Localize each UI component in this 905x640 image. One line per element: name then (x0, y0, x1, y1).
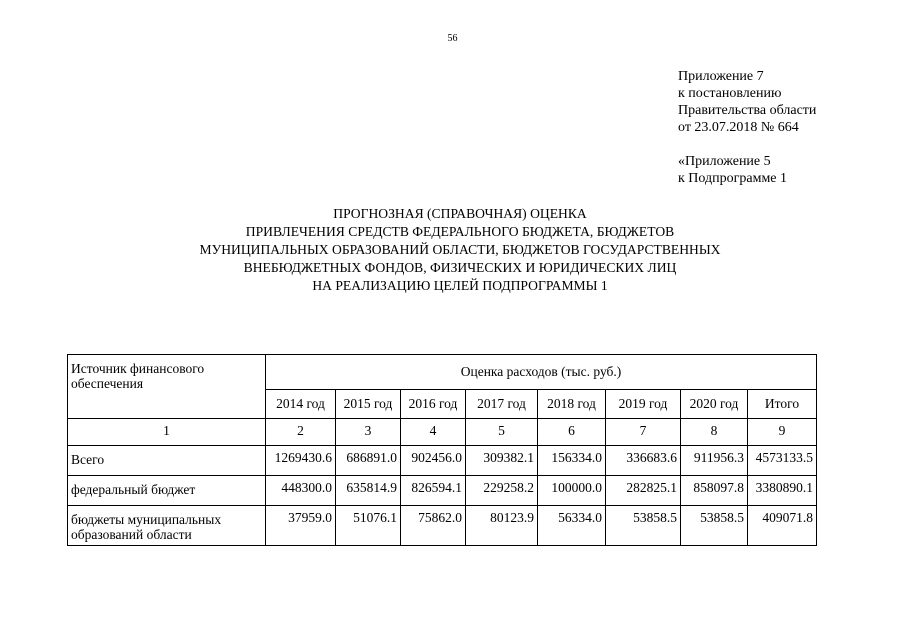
financing-table (67, 354, 817, 546)
column-number-row (68, 419, 817, 446)
group-header: Оценка расходов (тыс. руб.) (266, 355, 817, 390)
appendix-line: к постановлению (678, 86, 782, 101)
column-number: 8 (681, 419, 748, 446)
table-cell: 336683.6 (606, 446, 681, 476)
column-number: 9 (748, 419, 817, 446)
table-cell: 409071.8 (748, 506, 817, 546)
table-cell: 282825.1 (606, 476, 681, 506)
document-title (150, 205, 770, 295)
column-number: 7 (606, 419, 681, 446)
table-cell: 53858.5 (681, 506, 748, 546)
column-header: 2020 год (681, 390, 748, 419)
table-cell: 51076.1 (336, 506, 401, 546)
column-number: 3 (336, 419, 401, 446)
table-row (68, 446, 817, 476)
table-cell: 37959.0 (266, 506, 336, 546)
table-cell: 229258.2 (466, 476, 538, 506)
appendix-line: «Приложение 5 (678, 154, 771, 169)
column-header: 2014 год (266, 390, 336, 419)
appendix-line: Правительства области (678, 103, 817, 118)
appendix-line: от 23.07.2018 № 664 (678, 120, 799, 135)
row-source: Всего (68, 446, 266, 476)
table-cell: 156334.0 (538, 446, 606, 476)
source-header: Источник финансового обеспечения (68, 355, 266, 419)
table-cell: 911956.3 (681, 446, 748, 476)
table-cell: 100000.0 (538, 476, 606, 506)
title-line: ПРОГНОЗНАЯ (СПРАВОЧНАЯ) ОЦЕНКА (333, 206, 587, 221)
table-cell: 53858.5 (606, 506, 681, 546)
page-number: 56 (447, 33, 458, 44)
table-cell: 686891.0 (336, 446, 401, 476)
table-cell: 75862.0 (401, 506, 466, 546)
column-header: 2018 год (538, 390, 606, 419)
column-number: 4 (401, 419, 466, 446)
column-number: 1 (68, 419, 266, 446)
column-header: 2016 год (401, 390, 466, 419)
title-line: МУНИЦИПАЛЬНЫХ ОБРАЗОВАНИЙ ОБЛАСТИ, БЮДЖЕТОВ ГОСУДАРСТВЕННЫХ (199, 242, 721, 257)
table-cell: 826594.1 (401, 476, 466, 506)
title-line: ВНЕБЮДЖЕТНЫХ ФОНДОВ, ФИЗИЧЕСКИХ И ЮРИДИЧЕСКИХ ЛИЦ (243, 260, 677, 275)
column-header: 2017 год (466, 390, 538, 419)
table-row (68, 476, 817, 506)
appendix-line: к Подпрограмме 1 (678, 171, 788, 186)
column-number: 2 (266, 419, 336, 446)
appendix-line: Приложение 7 (678, 69, 764, 84)
table-cell: 448300.0 (266, 476, 336, 506)
table-cell: 858097.8 (681, 476, 748, 506)
table-cell: 3380890.1 (748, 476, 817, 506)
table-cell: 56334.0 (538, 506, 606, 546)
table-cell: 1269430.6 (266, 446, 336, 476)
table-cell: 309382.1 (466, 446, 538, 476)
column-number: 6 (538, 419, 606, 446)
table-cell: 635814.9 (336, 476, 401, 506)
appendix-block (678, 68, 816, 187)
row-source: бюджеты муниципальных образований области (68, 506, 266, 546)
column-header: Итого (748, 390, 817, 419)
row-source: федеральный бюджет (68, 476, 266, 506)
table-cell: 902456.0 (401, 446, 466, 476)
table-header-row (68, 355, 817, 390)
title-line: ПРИВЛЕЧЕНИЯ СРЕДСТВ ФЕДЕРАЛЬНОГО БЮДЖЕТА, БЮДЖЕТОВ (245, 224, 675, 239)
table-cell: 4573133.5 (748, 446, 817, 476)
column-header: 2019 год (606, 390, 681, 419)
title-line: НА РЕАЛИЗАЦИЮ ЦЕЛЕЙ ПОДПРОГРАММЫ 1 (312, 278, 608, 293)
column-header: 2015 год (336, 390, 401, 419)
table-cell: 80123.9 (466, 506, 538, 546)
column-number: 5 (466, 419, 538, 446)
table-row (68, 506, 817, 546)
